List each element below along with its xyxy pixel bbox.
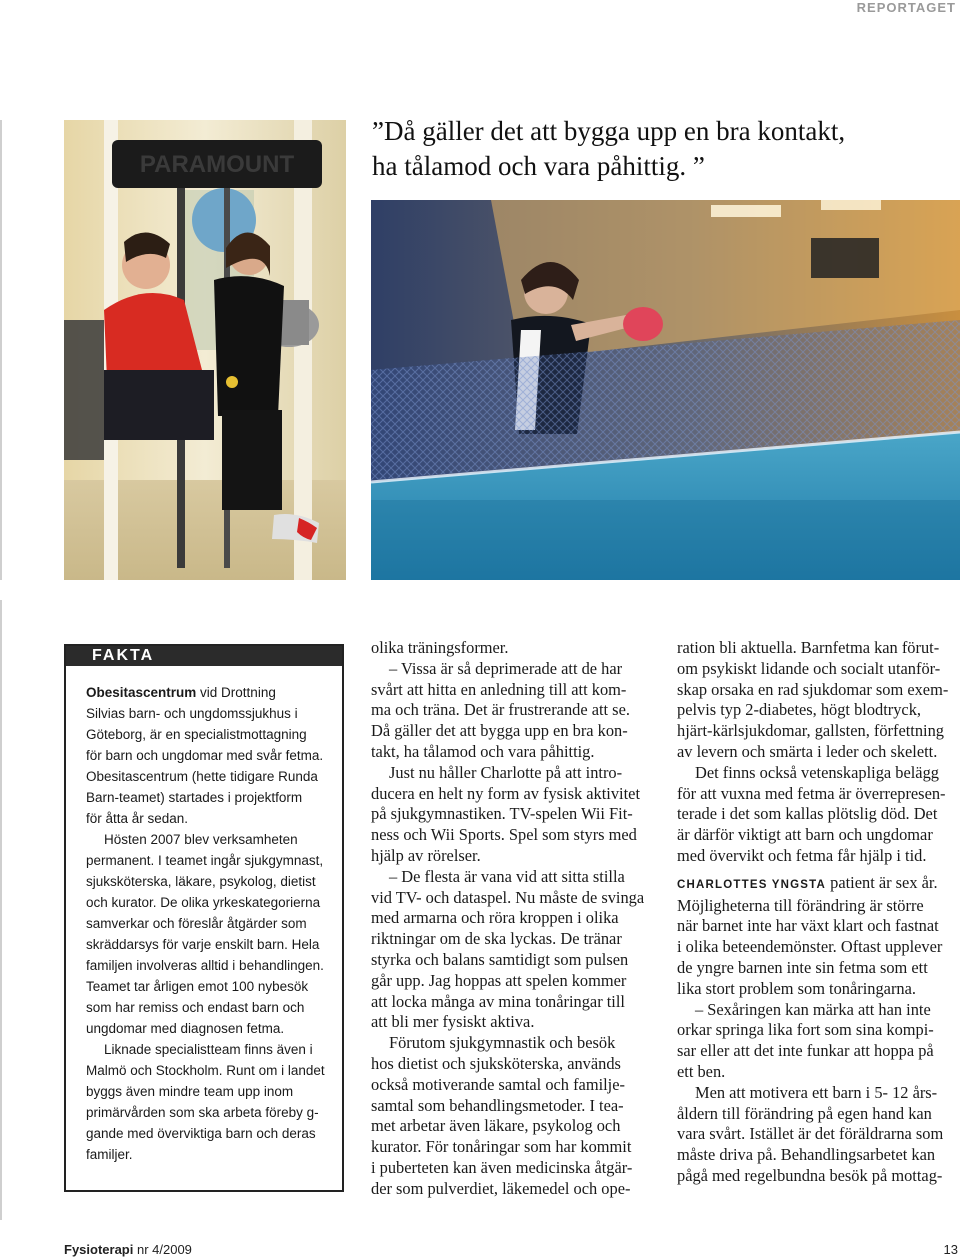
body-line: svårt att hitta en anledning till att kom- <box>371 679 627 699</box>
body-line: ett ben. <box>677 1061 726 1081</box>
fakta-line: som har remiss och endast barn och <box>86 1000 305 1015</box>
body-line: Möjligheterna till förändring är större <box>677 895 924 915</box>
body-line: met arbetar även läkare, psykolog och <box>371 1116 621 1136</box>
fakta-line: för barn och ungdomar med svår fetma. <box>86 748 324 763</box>
body-line: pelvis typ 2-diabetes, högt blodtryck, <box>677 700 921 720</box>
body-line: pågå med regelbundna besök på mottag- <box>677 1165 943 1185</box>
photo-table-tennis <box>371 200 960 580</box>
body-line: vid TV- och dataspel. Nu måste de svinga <box>371 887 645 907</box>
body-line: lika stort problem som tonåringarna. <box>677 978 916 998</box>
body-line: terade i det som kallas plötslig död. Det <box>677 804 938 824</box>
fakta-line: Malmö och Stockholm. Runt om i landet <box>86 1063 325 1078</box>
body-line: – Sexåringen kan märka att han inte <box>695 999 931 1019</box>
fakta-line: Obesitascentrum (hette tidigare Runda <box>86 769 318 784</box>
body-line: i olika beteendemönster. Oftast upplever <box>677 937 943 957</box>
machine-brand-text: PARAMOUNT <box>139 151 295 178</box>
body-line: med övervikt och fetma får hjälp i tid. <box>677 845 927 865</box>
body-line: med armarna och röra kroppen i olika <box>371 908 619 928</box>
page-number: 13 <box>943 1242 958 1257</box>
body-line: också motiverande samtal och familje- <box>371 1074 625 1094</box>
body-line: att locka många av mina tonåringar till <box>371 991 625 1011</box>
body-line: Förutom sjukgymnastik och besök <box>389 1033 616 1053</box>
fakta-line: Liknade specialistteam finns även i <box>104 1042 313 1057</box>
body-line: samtal som behandlingsmetoder. I tea- <box>371 1095 624 1115</box>
body-line: takt, ha tålamod och vara påhittig. <box>371 741 595 761</box>
fakta-line: och kurator. De olika yrkeskategorierna <box>86 895 321 910</box>
body-line: CHARLOTTES YNGSTA patient är sex år. <box>677 872 938 892</box>
fakta-line: Obesitascentrum vid Drottning <box>86 685 276 700</box>
article-column-right <box>677 638 960 1187</box>
body-line: av levern och smärta i leder och skelett. <box>677 741 938 761</box>
body-line: Just nu håller Charlotte på att intro- <box>389 762 623 782</box>
fakta-line: skräddarsys för varje enskilt barn. Hela <box>86 937 320 952</box>
margin-rule <box>0 120 2 580</box>
body-line: de yngre barnen inte sin fetma som ett <box>677 957 928 977</box>
body-line: olika träningsformer. <box>371 638 509 657</box>
footer-magazine <box>64 1242 192 1257</box>
fakta-line: sjuksköterska, läkare, psykolog, dietist <box>86 874 316 889</box>
magazine-name: Fysioterapi <box>64 1242 134 1257</box>
body-line: – Vissa är så deprimerade att de har <box>389 658 623 678</box>
body-line: åldern till förändring på egen hand kan <box>677 1103 932 1123</box>
fakta-line: Hösten 2007 blev verksamheten <box>104 832 298 847</box>
photo-gym-machine <box>64 120 346 580</box>
body-line: på sjukgymnastiken. TV-spelen Wii Fit- <box>371 804 633 824</box>
fakta-line: gande med överviktiga barn och deras <box>86 1126 316 1141</box>
margin-rule <box>0 600 2 1220</box>
fakta-line: familjer. <box>86 1147 133 1162</box>
body-line: – De flesta är vana vid att sitta stilla <box>389 866 625 886</box>
fakta-box <box>64 644 344 1192</box>
body-line: hos dietist och sjuksköterska, används <box>371 1053 621 1073</box>
fakta-line: ungdomar med diagnosen fetma. <box>86 1021 285 1036</box>
body-line: ness och Wii Sports. Spel som styrs med <box>371 825 637 845</box>
body-line: skap orsaka en rad sjukdomar som exem- <box>677 679 949 699</box>
body-line: Det finns också vetenskapliga belägg <box>695 762 939 782</box>
fakta-line: familjen involveras alltid i behandlingen. <box>86 958 324 973</box>
body-line: hjälp av rörelser. <box>371 845 481 865</box>
fakta-heading: FAKTA <box>66 646 342 666</box>
fakta-line: samverkar och föreslår åtgärder som <box>86 916 307 931</box>
fakta-line: Silvias barn- och ungdomssjukhus i <box>86 706 298 721</box>
section-tag: REPORTAGET <box>856 0 956 15</box>
gym-illustration <box>64 120 346 580</box>
article-column-middle <box>371 638 656 1200</box>
body-line: för att vuxna med fetma är överrepresen- <box>677 783 946 803</box>
fakta-line: primärvården som ska arbeta föreby g- <box>86 1105 319 1120</box>
issue-number: nr 4/2009 <box>133 1242 192 1257</box>
body-line: vara svårt. Istället är det föräldrarna som <box>677 1124 944 1144</box>
pull-quote-line: ”Då gäller det att bygga upp en bra kontakt, <box>372 116 846 146</box>
fakta-line: Göteborg, är en specialistmottagning <box>86 727 307 742</box>
body-line: der som pulverdiet, läkemedel och ope- <box>371 1178 631 1198</box>
body-line: ration bli aktuella. Barnfetma kan förut- <box>677 638 940 657</box>
body-line: när barnet inte har växt klart och fastnat <box>677 916 939 936</box>
fakta-line: permanent. I teamet ingår sjukgymnast, <box>86 853 324 868</box>
body-line: ma och träna. Det är frustrerande att se. <box>371 700 630 720</box>
fakta-line: Teamet tar årligen emot 100 nybesök <box>86 979 309 994</box>
body-line: är därför viktigt att barn och ungdomar <box>677 825 933 845</box>
body-line: att bli mer fysiskt aktiva. <box>371 1012 535 1032</box>
fakta-line: Barn-teamet) startades i projektform <box>86 790 303 805</box>
pull-quote-line: ha tålamod och vara påhittig. ” <box>372 151 705 181</box>
body-line: styrka och balans samtidigt som pulsen <box>371 949 629 969</box>
body-line: Då gäller det att bygga upp en bra kon- <box>371 721 628 741</box>
body-line: ducera en helt ny form av fysisk aktivitet <box>371 783 640 803</box>
body-line: måste driva på. Behandlingsarbetet kan <box>677 1145 936 1165</box>
body-line: orkar springa lika fort som sina kompi- <box>677 1020 934 1040</box>
body-line: Men att motivera ett barn i 5- 12 års- <box>695 1082 938 1102</box>
run-in-heading: CHARLOTTES YNGSTA <box>677 878 827 891</box>
body-line: riktningar om de ska lyckas. De tränar <box>371 929 622 949</box>
pull-quote <box>372 114 846 184</box>
fakta-line: för åtta år sedan. <box>86 811 189 826</box>
body-line: går upp. Jag hoppas att spelen kommer <box>371 970 627 990</box>
table-tennis-illustration <box>371 200 960 580</box>
fakta-line: byggs även mindre team upp inom <box>86 1084 294 1099</box>
body-line: om psykiskt lidande och socialt utanför- <box>677 658 941 678</box>
body-line: kurator. För tonåringar som har kommit <box>371 1137 632 1157</box>
body-line: sar eller att det inte funkar att hoppa på <box>677 1041 934 1061</box>
fakta-text <box>86 682 340 1165</box>
fakta-lead: Obesitascentrum <box>86 685 197 700</box>
body-line: i puberteten kan även medicinska åtgär- <box>371 1157 633 1177</box>
body-line: hjärt-kärlsjukdomar, gallsten, förfettning <box>677 721 944 741</box>
